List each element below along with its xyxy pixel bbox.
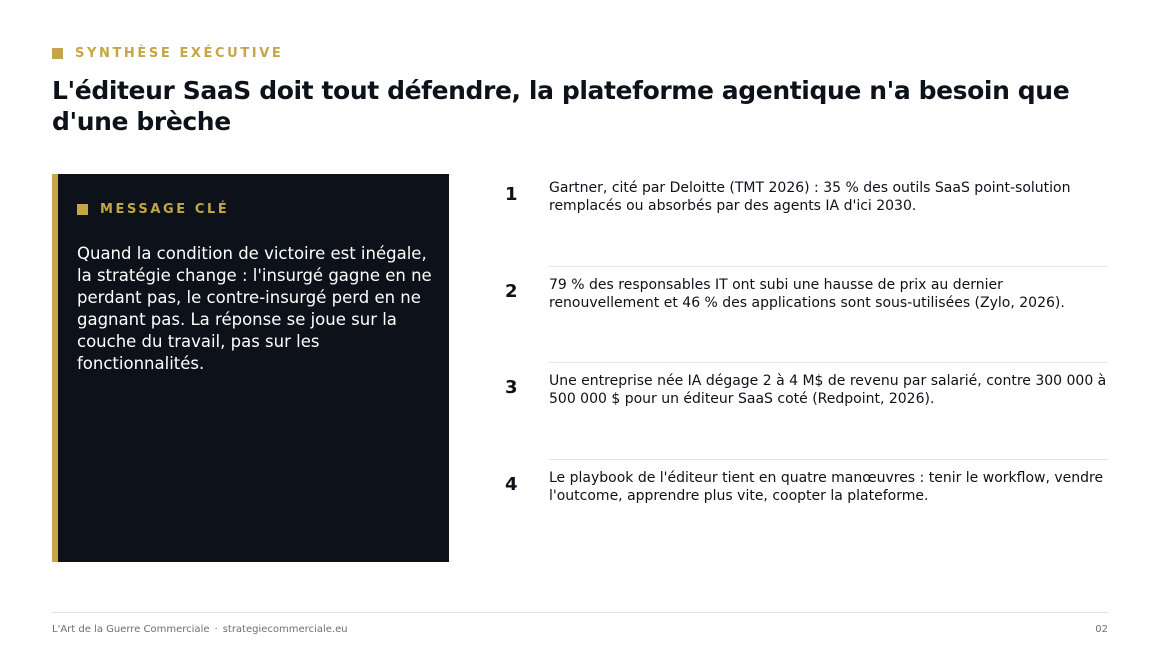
- page-number: 02: [1095, 624, 1108, 635]
- key-message-text: Quand la condition de victoire est inégale, la stratégie change : l'insurgé gagne en ne perdant pas, le contre-insurgé perd en ne gagnant pas. La réponse se joue sur la couche du travail, pas sur les fonctionnalités.: [77, 244, 432, 373]
- list-item: [500, 170, 1108, 267]
- point-number: 4: [505, 473, 518, 495]
- point-number: 3: [505, 377, 518, 398]
- footer-separator: ·: [214, 624, 218, 635]
- point-number: 1: [505, 184, 518, 205]
- point-text: Gartner, cité par Deloitte (TMT 2026) : 35 % des outils SaaS point-solution remplacés ou absorbés par des agents IA d'ici 2030.: [549, 180, 1071, 214]
- list-item: [500, 460, 1108, 557]
- list-item: [500, 363, 1108, 460]
- point-text: Le playbook de l'éditeur tient en quatre manœuvres : tenir le workflow, vendre l'outcome, apprendre plus vite, coopter la plateforme.: [549, 469, 1104, 504]
- section-eyebrow: [52, 46, 283, 61]
- list-item: [500, 267, 1108, 364]
- point-number: 2: [505, 280, 518, 302]
- footer-brand: L'Art de la Guerre Commerciale: [52, 624, 210, 635]
- gold-square-icon: [52, 48, 63, 59]
- key-message-label-text: MESSAGE CLÉ: [100, 202, 230, 217]
- key-points-list: [500, 170, 1108, 556]
- footer-divider: [52, 612, 1108, 613]
- eyebrow-label: SYNTHÈSE EXÉCUTIVE: [75, 46, 284, 61]
- point-text: 79 % des responsables IT ont subi une hausse de prix au dernier renouvellement et 46 % des applications sont sous-utilisées (Zylo, 2026).: [549, 276, 1065, 311]
- footer-credits: [52, 624, 348, 635]
- point-text: Une entreprise née IA dégage 2 à 4 M$ de revenu par salarié, contre 300 000 à 500 000 $ pour un éditeur SaaS coté (Redpoint, 2026).: [549, 373, 1107, 407]
- key-message-panel: [52, 174, 449, 562]
- key-message-label: [77, 202, 229, 217]
- slide-title: L'éditeur SaaS doit tout défendre, la plateforme agentique n'a besoin que d'une brèche: [52, 76, 1070, 136]
- footer-site-link[interactable]: strategiecommerciale.eu: [222, 624, 348, 635]
- gold-square-icon: [77, 204, 88, 215]
